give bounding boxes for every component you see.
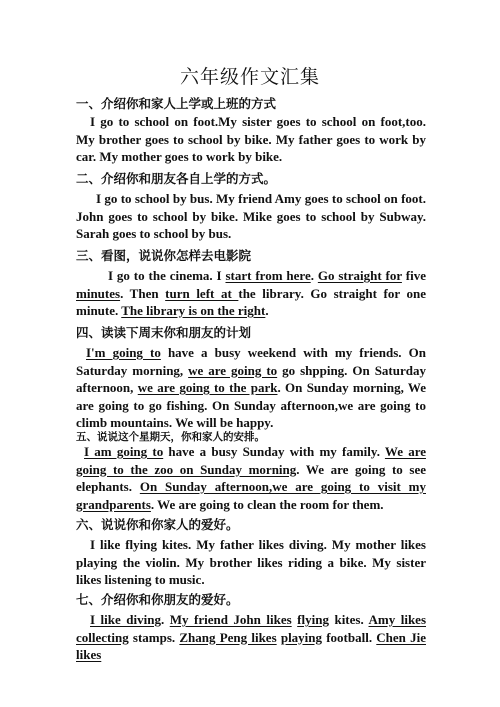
section-1-heading: 一、介绍你和家人上学或上班的方式	[76, 96, 277, 111]
text-run: the library. Go straight for one minute.	[76, 285, 426, 318]
document-title: 六年级作文汇集	[179, 66, 320, 88]
section-7-paragraph	[76, 611, 426, 664]
section-2-paragraph: I go to school by bus. My friend Amy goes to school on foot. John goes to school by bike. Mike goes to school by Subway. Sarah goes to school by bus.	[76, 191, 426, 241]
underlined-phrase: we are going to	[188, 362, 278, 378]
underlined-phrase: Zhang Peng likes	[179, 629, 277, 645]
underlined-phrase: The library is on the right	[121, 303, 266, 318]
text-run: stamps.	[128, 629, 180, 645]
text-run: .	[265, 303, 269, 318]
underlined-phrase: My friend John likes	[169, 612, 292, 627]
text-run: .	[310, 268, 318, 283]
underlined-phrase: I am going to	[84, 444, 164, 459]
text-run: . Then	[120, 285, 166, 301]
underlined-phrase: playing	[280, 629, 323, 645]
underlined-phrase: We are going to the zoo on Sunday morning	[76, 444, 426, 477]
section-3-paragraph	[76, 267, 426, 320]
underlined-phrase: minutes	[76, 285, 121, 301]
underlined-phrase: Amy likes collecting	[76, 612, 426, 645]
text-run: . On Sunday morning, We are going to go fishing. On Sunday afternoon,we are going to climb mountains. We will be happy.	[76, 380, 426, 430]
underlined-phrase: Chen Jie likes	[76, 629, 426, 662]
section-6-heading: 六、说说你和你家人的爱好。	[76, 517, 239, 532]
text-run: I go to the cinema. I	[108, 268, 226, 283]
text-run: kites.	[328, 612, 369, 627]
text-run: . We are going to see elephants.	[76, 461, 426, 494]
underlined-phrase: On Sunday afternoon,we are going to visit my grandparents	[76, 479, 426, 512]
section-1-paragraph: I go to school on foot.My sister goes to school on foot,too. My brother goes to school by bike. My father goes to work by car. My mother goes to work by bike.	[76, 114, 426, 164]
underlined-phrase: turn left at	[165, 285, 239, 301]
section-5-heading: 五、说说这个星期天，你和家人的安排。	[76, 431, 265, 443]
section-6-paragraph: I like flying kites. My father likes diving. My mother likes playing the violin. My brother likes riding a bike. My sister likes listening to music.	[76, 537, 426, 587]
text-run: football.	[322, 629, 377, 645]
text-run: . We are going to clean the room for them.	[150, 496, 384, 512]
text-run: .	[160, 612, 170, 627]
text-run: have a busy Sunday with my family.	[163, 444, 385, 459]
underlined-phrase: flying	[297, 612, 329, 627]
text-run: have a busy weekend with my friends. On Saturday morning,	[76, 345, 426, 378]
text-run: go shpping. On Saturday afternoon,	[76, 362, 426, 395]
section-2-heading: 二、介绍你和朋友各自上学的方式。	[76, 171, 277, 186]
underlined-phrase: I like diving	[90, 612, 161, 627]
text-run: five	[401, 268, 426, 283]
section-3-heading: 三、看图，说说你怎样去电影院	[76, 248, 252, 263]
underlined-phrase: I'm going to	[86, 345, 161, 360]
section-5-paragraph	[76, 443, 426, 513]
underlined-phrase: Go straight for	[317, 268, 402, 283]
section-4-paragraph	[76, 344, 426, 432]
section-7-heading: 七、介绍你和你朋友的爱好。	[76, 592, 239, 607]
section-4-heading: 四、读读下周末你和朋友的计划	[76, 325, 252, 340]
underlined-phrase: start from here	[225, 268, 311, 283]
underlined-phrase: we are going to the park	[137, 380, 278, 395]
